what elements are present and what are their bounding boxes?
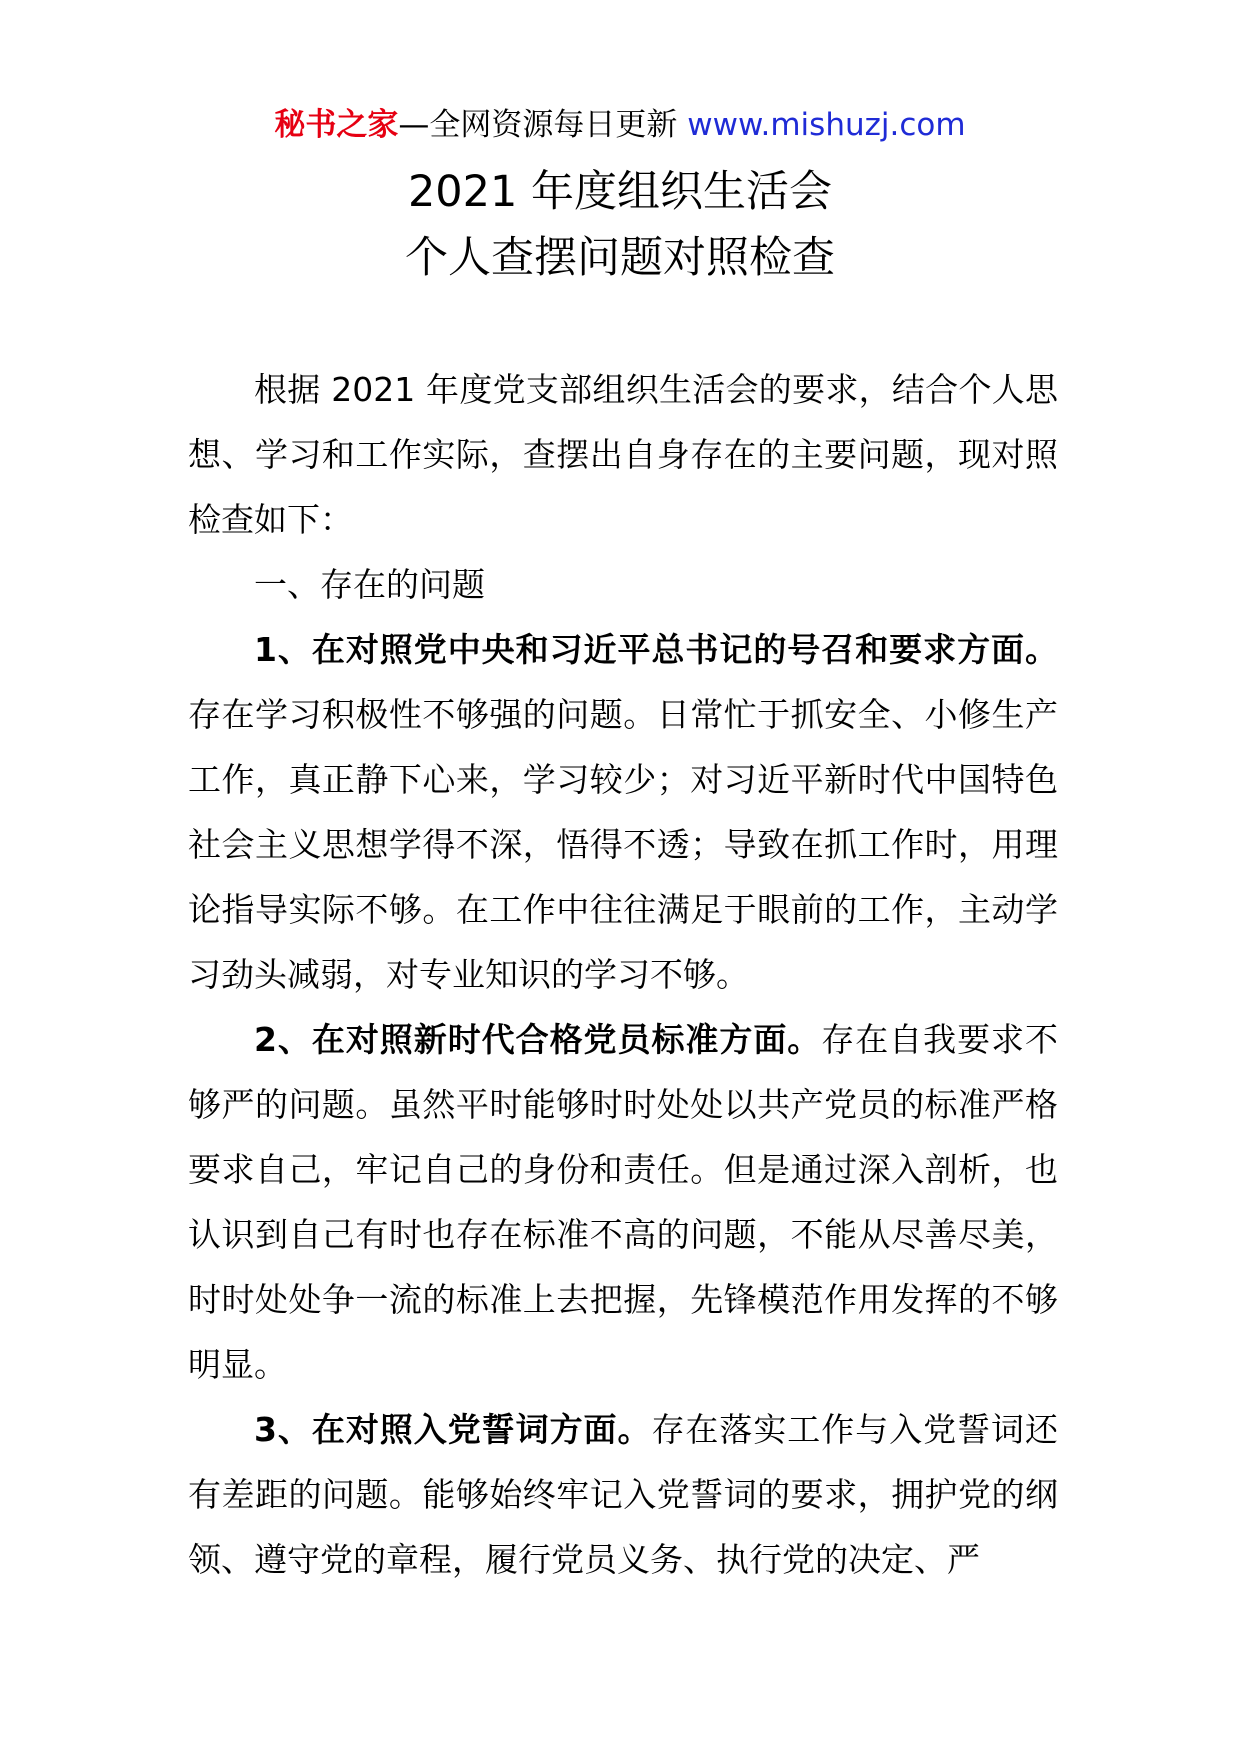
site-url-link[interactable]: www.mishuzj.com xyxy=(687,107,966,143)
item-text-1: 存在学习积极性不够强的问题。日常忙于抓安全、小修生产工作，真正静下心来，学习较少；对习近平新时代中国特色社会主义思想学得不深，悟得不透；导致在抓工作时，用理论指导实际不够。在工作中往往满足于眼前的工作，主动学习劲头减弱，对专业知识的学习不够。 xyxy=(188,695,1058,994)
document-body xyxy=(188,357,1058,1592)
document-title-line-1: 2021 年度组织生活会 xyxy=(407,167,833,217)
intro-paragraph: 根据 2021 年度党支部组织生活会的要求，结合个人思想、学习和工作实际，查摆出自身存在的主要问题，现对照检查如下： xyxy=(188,370,1058,539)
site-header xyxy=(0,103,1240,147)
item-heading-1: 1、在对照党中央和习近平总书记的号召和要求方面。 xyxy=(254,630,1058,669)
section-heading: 一、存在的问题 xyxy=(254,565,485,604)
item-text-3: 存在落实工作与入党誓词还有差距的问题。能够始终牢记入党誓词的要求，拥护党的纲领、遵守党的章程，履行党员义务、执行党的决定、严 xyxy=(188,1410,1059,1579)
item-heading-3: 3、在对照入党誓词方面。 xyxy=(254,1410,652,1449)
brand-name: 秘书之家 xyxy=(274,107,399,143)
item-paragraph-1 xyxy=(188,617,1058,1007)
document-title-line-2: 个人查摆问题对照检查 xyxy=(405,233,835,283)
item-paragraph-2 xyxy=(188,1007,1058,1397)
item-paragraph-3 xyxy=(188,1397,1058,1592)
header-slogan: —全网资源每日更新 xyxy=(398,107,678,143)
item-heading-2: 2、在对照新时代合格党员标准方面。 xyxy=(254,1020,822,1059)
item-text-2: 存在自我要求不够严的问题。虽然平时能够时时处处以共产党员的标准严格要求自己，牢记自己的身份和责任。但是通过深入剖析，也认识到自己有时也存在标准不高的问题，不能从尽善尽美，时时处处争一流的标准上去把握，先锋模范作用发挥的不够明显。 xyxy=(188,1020,1058,1384)
